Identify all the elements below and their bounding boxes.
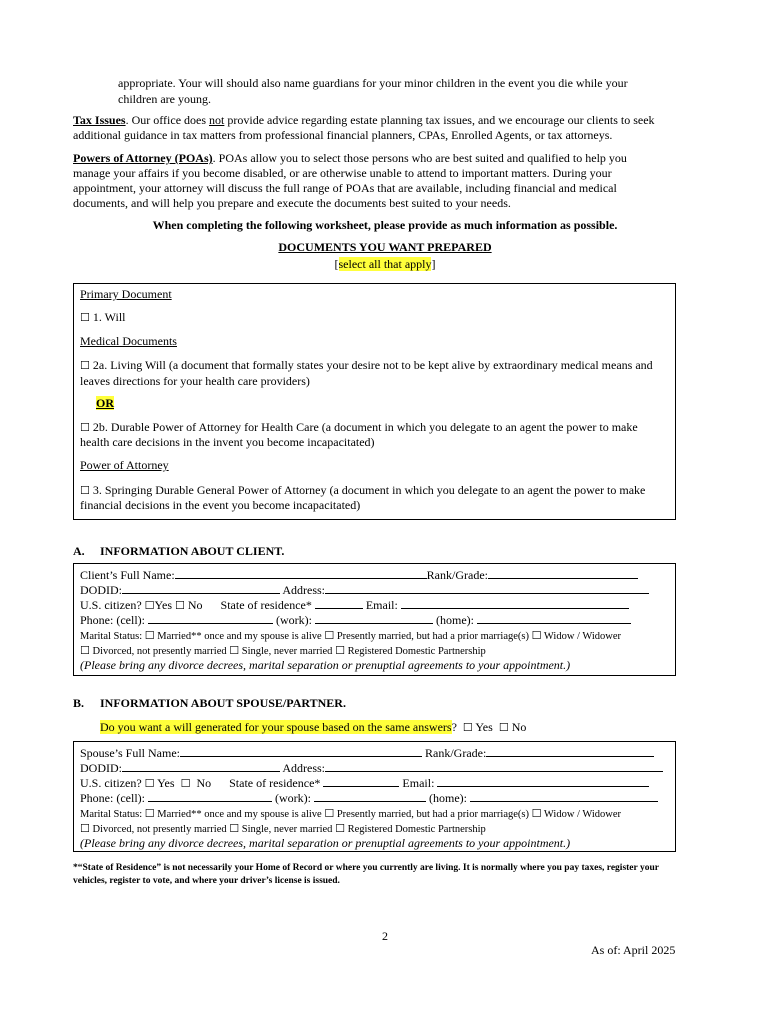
poa-heading: Powers of Attorney (POAs) [73,151,213,165]
client-divorced-checkbox[interactable]: ☐ [80,644,90,657]
tax-issues-paragraph: Tax Issues. Our office does not provide advice regarding estate planning tax issues, and we encourage our clients to seek [73,113,655,127]
intro-line-2: children are young. [118,92,211,106]
client-address-field[interactable] [325,582,649,594]
spouse-rank-field[interactable] [486,745,654,757]
client-single-checkbox[interactable]: ☐ [229,644,240,657]
spouse-married-checkbox[interactable]: ☐ [144,807,155,820]
client-email-field[interactable] [401,597,629,609]
section-a-letter: A. [73,544,85,558]
spouse-citizen-yes-checkbox[interactable]: ☐ [144,777,155,790]
client-citizen-no-checkbox[interactable]: ☐ [175,599,185,612]
client-rank-field[interactable] [488,567,638,579]
spouse-citizen-row: U.S. citizen? ☐ Yes ☐ No State of residence* Email: [80,775,649,791]
spouse-name-field[interactable] [180,745,422,757]
client-cell-field[interactable] [148,612,273,624]
medical-documents-label: Medical Documents [80,334,177,348]
page-number: 2 [382,929,388,943]
worksheet-note: When completing the following worksheet, please provide as much information as possible. [152,218,618,232]
section-b-letter: B. [73,696,85,710]
spouse-dodid-field[interactable] [122,760,280,772]
select-all-note: [select all that apply] [334,257,436,271]
poa-paragraph: Powers of Attorney (POAs). POAs allow you to select those persons who are best suited and qualified to help you [73,151,627,165]
will-checkbox[interactable]: ☐ [80,311,90,324]
footnote-line-2: vehicles, register to vote, and where your driver’s license is issued. [73,876,340,886]
springing-poa-line-2: financial decisions in the event you become incapacitated) [80,498,361,512]
intro-line-1: appropriate. Your will should also name guardians for your minor children in the event you die while your [118,76,628,90]
spouse-will-question: Do you want a will generated for your spouse based on the same answers? ☐ Yes ☐ No [100,720,527,734]
client-dodid-field[interactable] [122,582,280,594]
tax-issues-heading: Tax Issues [73,113,126,127]
health-care-poa-line-2: health care decisions in the invent you become incapacitated) [80,435,375,449]
living-will-checkbox[interactable]: ☐ [80,359,90,372]
springing-poa-option[interactable]: ☐ 3. Springing Durable General Power of Attorney (a document in which you delegate to an agent the power to make [80,483,646,497]
spouse-name-row: Spouse’s Full Name: Rank/Grade: [80,745,654,761]
spouse-email-field[interactable] [437,775,649,787]
primary-document-label: Primary Document [80,287,172,301]
spouse-will-no-checkbox[interactable]: ☐ [498,721,509,734]
health-care-poa-option[interactable]: ☐ 2b. Durable Power of Attorney for Health Care (a document in which you delegate to an agent the power to make [80,420,638,434]
spouse-partnership-checkbox[interactable]: ☐ [335,822,345,835]
spouse-marital-row-1: Marital Status: ☐ Married** once and my spouse is alive ☐ Presently married, but had a prior marriage(s) ☐ Widow / Widower [80,807,622,820]
client-marital-row-1: Marital Status: ☐ Married** once and my spouse is alive ☐ Presently married, but had a prior marriage(s) ☐ Widow / Widower [80,629,622,642]
client-citizen-yes-checkbox[interactable]: ☐ [144,599,155,612]
poa-line-3: appointment, your attorney will discuss the full range of POAs that are available, including financial and medical [73,181,617,195]
spouse-presently-married-checkbox[interactable]: ☐ [324,807,335,820]
spouse-residence-field[interactable] [323,775,399,787]
client-bring-note: (Please bring any divorce decrees, marital separation or prenuptial agreements to your appointment.) [80,658,571,672]
spouse-divorced-checkbox[interactable]: ☐ [80,822,90,835]
revision-date: As of: April 2025 [591,943,676,957]
poa-line-2: manage your affairs if you become disabled, or are otherwise unable to attend to important matters. During your [73,166,612,180]
power-of-attorney-label: Power of Attorney [80,458,169,472]
spouse-citizen-no-checkbox[interactable]: ☐ [180,777,191,790]
section-b-heading: INFORMATION ABOUT SPOUSE/PARTNER. [100,696,346,710]
client-work-field[interactable] [315,612,433,624]
client-presently-married-checkbox[interactable]: ☐ [324,629,335,642]
spouse-will-yes-checkbox[interactable]: ☐ [462,721,473,734]
client-citizen-row: U.S. citizen? ☐Yes ☐ No State of residence* Email: [80,597,629,613]
spouse-dodid-row: DODID: Address: [80,760,663,776]
health-care-poa-checkbox[interactable]: ☐ [80,421,90,434]
spouse-home-field[interactable] [470,790,658,802]
client-married-checkbox[interactable]: ☐ [144,629,155,642]
spouse-phone-row: Phone: (cell): (work): (home): [80,790,658,806]
client-home-field[interactable] [477,612,631,624]
spouse-marital-row-2: ☐ Divorced, not presently married ☐ Single, never married ☐ Registered Domestic Partnership [80,822,486,835]
client-partnership-checkbox[interactable]: ☐ [335,644,345,657]
spouse-bring-note: (Please bring any divorce decrees, marital separation or prenuptial agreements to your appointment.) [80,836,571,850]
client-residence-field[interactable] [315,597,363,609]
living-will-option[interactable]: ☐ 2a. Living Will (a document that formally states your desire not to be kept alive by extraordinary medical means and [80,358,653,372]
living-will-line-2: leaves directions for your health care providers) [80,374,310,388]
tax-issues-line-2: additional guidance in tax matters from professional financial planners, CPAs, Enrolled Agents, or tax attorneys. [73,128,613,142]
client-widow-checkbox[interactable]: ☐ [531,629,542,642]
or-label: OR [96,396,114,410]
client-name-field[interactable] [175,567,427,579]
client-dodid-row: DODID: Address: [80,582,649,598]
will-option[interactable]: ☐ 1. Will [80,310,126,324]
poa-line-4: documents, and will help you prepare and execute the documents best suited to your needs. [73,196,511,210]
documents-title: DOCUMENTS YOU WANT PREPARED [278,240,492,254]
client-phone-row: Phone: (cell): (work): (home): [80,612,631,628]
client-marital-row-2: ☐ Divorced, not presently married ☐ Single, never married ☐ Registered Domestic Partnership [80,644,486,657]
spouse-single-checkbox[interactable]: ☐ [229,822,240,835]
spouse-cell-field[interactable] [148,790,272,802]
client-name-row: Client’s Full Name: Rank/Grade: [80,567,638,583]
springing-poa-checkbox[interactable]: ☐ [80,484,90,497]
spouse-address-field[interactable] [325,760,663,772]
section-a-heading: INFORMATION ABOUT CLIENT. [100,544,285,558]
spouse-work-field[interactable] [314,790,426,802]
spouse-widow-checkbox[interactable]: ☐ [531,807,542,820]
footnote-line-1: *“State of Residence” is not necessarily your Home of Record or where you currently are living. It is normally where you pay taxes, register your [73,863,659,873]
